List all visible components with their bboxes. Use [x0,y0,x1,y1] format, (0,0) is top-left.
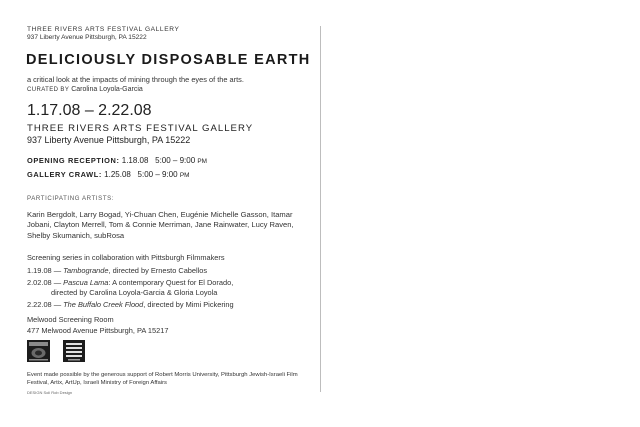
screening-item [27,266,207,275]
screening-director: , directed by Mimi Pickering [143,300,234,309]
screening-date: 2.02.08 [27,278,52,287]
crawl-date: 1.25.08 [104,170,131,179]
exhibition-subtitle: a critical look at the impacts of mining through the eyes of the arts. [27,75,244,84]
exhibition-dates: 1.17.08 – 2.22.08 [27,102,152,119]
gallery-address: 937 Liberty Avenue Pittsburgh, PA 15222 [27,135,191,145]
reception-time: 5:00 – 9:00 [155,156,196,165]
screening-dash: — [51,266,64,275]
screening-date: 1.19.08 [27,266,52,275]
screening-dash: — [51,300,64,309]
design-credit: DESIGN Soli Rob Design [27,390,73,395]
screening-venue-name: Melwood Screening Room [27,315,114,324]
film-festival-logo-icon [27,340,50,362]
fold-divider [320,26,321,392]
three-rivers-arts-festival-logo-icon [63,340,85,362]
reception-pm: PM [197,158,207,165]
sponsor-credits: Event made possible by the generous support of Robert Morris University, Pittsburgh Jewish-Israeli Film Festival, Artix, ArtUp, Israeli Ministry of Foreign Affairs [27,372,298,386]
screening-item [27,300,234,309]
screening-film: The Buffalo Creek Flood [63,300,144,309]
screening-item [27,278,233,287]
screening-director: , directed by Ernesto Cabellos [108,266,208,275]
artists-label: PARTICIPATING ARTISTS: [27,195,115,202]
curator-name: Carolina Loyola-Garcia [71,86,143,93]
screening-item-continued: directed by Carolina Loyola-Garcia & Gloria Loyola [51,288,218,297]
screening-dash: — [51,278,64,287]
reception-label: OPENING RECEPTION: [27,156,120,165]
reception-date: 1.18.08 [121,156,149,165]
artists-list: Karin Bergdolt, Larry Bogad, Yi-Chuan Chen, Eugénie Michelle Gasson, Itamar Jobani, Clayton Merrell, Tom & Connie Merriman, Jane Rainwater, Lucy Raven, Shelby Skumanich, subRosa [27,210,294,240]
crawl-time: 5:00 – 9:00 [137,170,178,179]
gallery-name: THREE RIVERS ARTS FESTIVAL GALLERY [27,123,254,134]
screening-venue-address: 477 Melwood Avenue Pittsburgh, PA 15217 [27,326,169,335]
header-gallery-address: 937 Liberty Avenue Pittsburgh, PA 15222 [27,34,147,41]
screening-intro: Screening series in collaboration with Pittsburgh Filmmakers [27,253,225,262]
screening-film: Tambogrande [63,266,109,275]
header-gallery-name: THREE RIVERS ARTS FESTIVAL GALLERY [27,26,180,33]
opening-reception [27,156,207,165]
screening-film: Pascua Lama [63,278,109,287]
crawl-pm: PM [179,172,190,179]
exhibition-title: DELICIOUSLY DISPOSABLE EARTH [26,52,311,68]
curator-label: CURATED BY [27,87,70,93]
screening-date: 2.22.08 [27,300,52,309]
gallery-crawl [27,170,189,179]
curator-line [27,86,143,93]
screening-director: : A contemporary Quest for El Dorado, [108,278,234,287]
crawl-label: GALLERY CRAWL: [27,170,102,179]
